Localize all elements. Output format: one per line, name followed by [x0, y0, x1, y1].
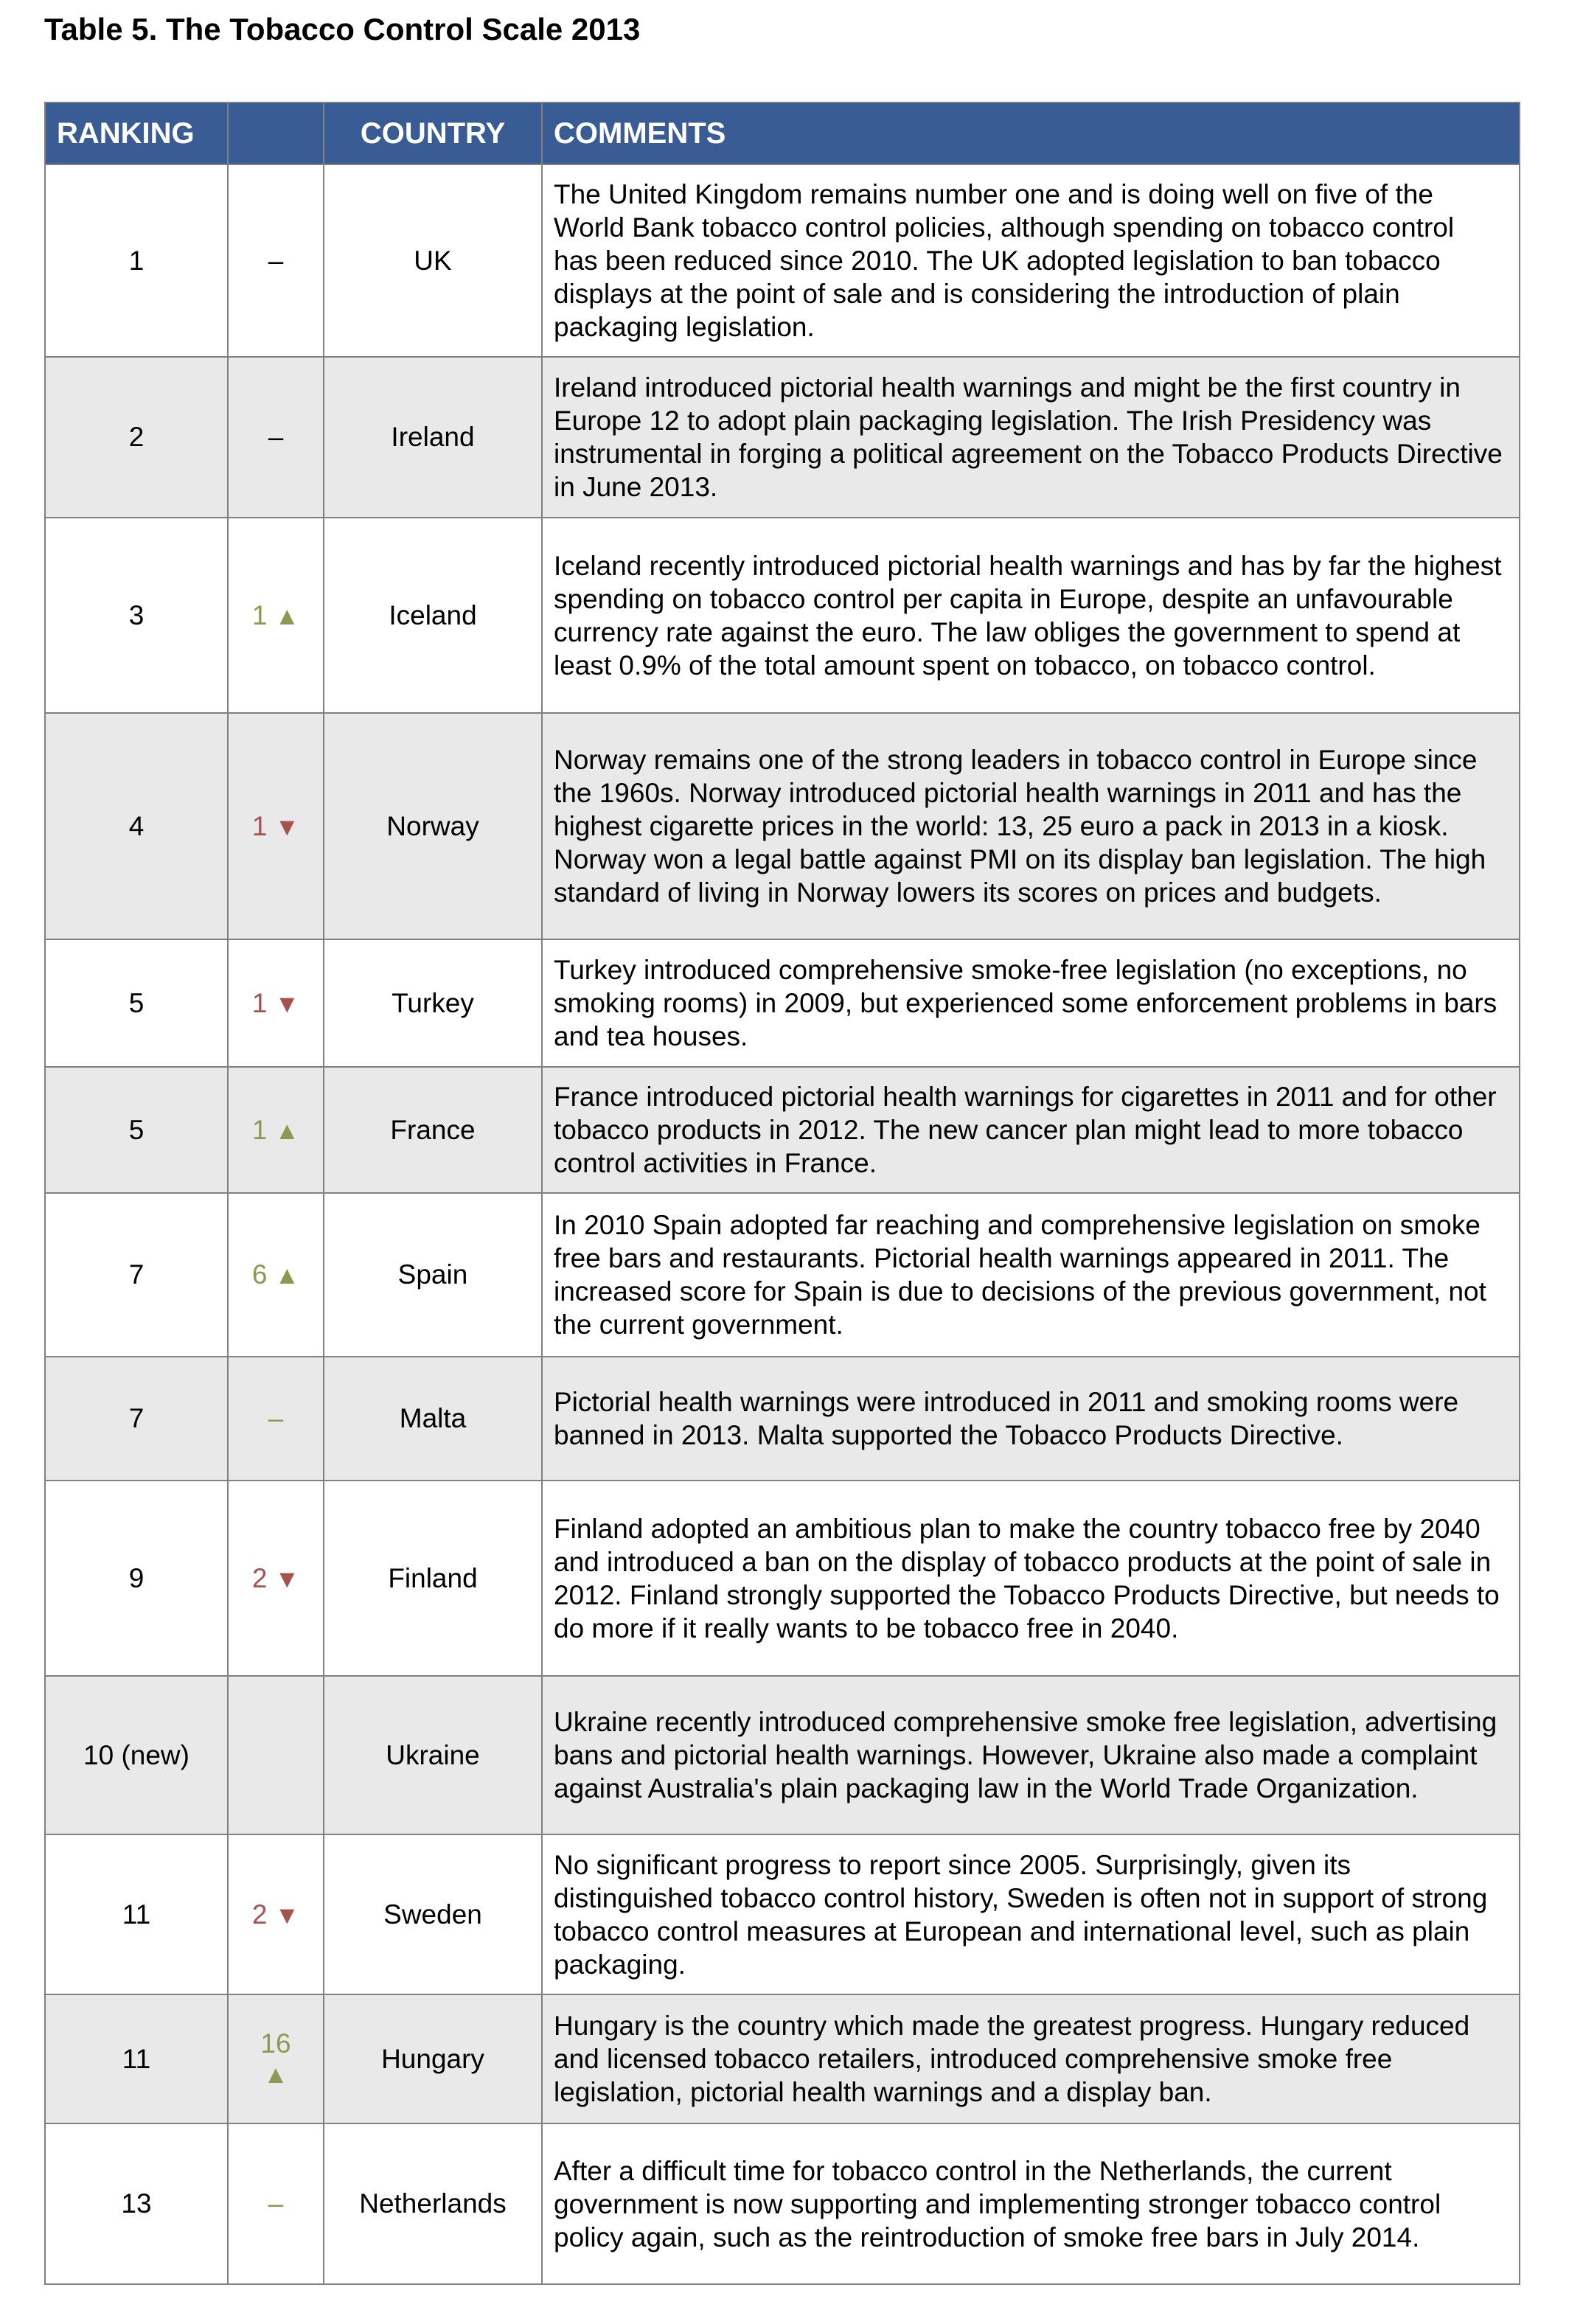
comments-cell: No significant progress to report since 2005. Surprisingly, given its distinguished tobacco control history, Sweden is often not in support of strong tobacco control measures at European and international level, such as plain packaging. [542, 1834, 1520, 1994]
change-value: 2 [251, 1899, 268, 1930]
change-cell [228, 1834, 324, 1994]
country-cell: France [324, 1067, 542, 1193]
country-cell: Malta [324, 1357, 542, 1481]
table-row [45, 1193, 1520, 1357]
table-header-row [45, 102, 1520, 164]
change-value: 1 [251, 1114, 268, 1145]
table-row [45, 1834, 1520, 1994]
arrow-up-icon: ▲ [274, 1262, 300, 1290]
arrow-down-icon: ▼ [274, 989, 300, 1018]
ranking-cell: 4 [45, 713, 228, 939]
change-cell [228, 713, 324, 939]
ranking-cell: 10 (new) [45, 1676, 228, 1834]
no-change-dash: – [268, 1403, 284, 1433]
table-row [45, 164, 1520, 357]
page-title: Table 5. The Tobacco Control Scale 2013 [44, 12, 641, 46]
no-change-dash: – [268, 245, 284, 276]
change-value: 6 [251, 1259, 268, 1290]
country-cell: Ukraine [324, 1676, 542, 1834]
tobacco-control-scale-table [44, 102, 1520, 2285]
country-cell: Hungary [324, 1994, 542, 2123]
arrow-up-icon: ▲ [263, 2060, 288, 2089]
country-cell: Netherlands [324, 2123, 542, 2284]
change-value: 1 [251, 987, 268, 1018]
country-cell: Iceland [324, 518, 542, 713]
comments-cell: Hungary is the country which made the greatest progress. Hungary reduced and licensed tobacco retailers, introduced comprehensive smoke free legislation, pictorial health warnings and a display ban. [542, 1994, 1520, 2123]
change-value: 2 [251, 1562, 268, 1593]
no-change-dash: – [268, 2188, 284, 2219]
country-cell: Spain [324, 1193, 542, 1357]
comments-cell: France introduced pictorial health warnings for cigarettes in 2011 and for other tobacco products in 2012. The new cancer plan might lead to more tobacco control activities in France. [542, 1067, 1520, 1193]
ranking-cell: 11 [45, 1994, 228, 2123]
ranking-cell: 9 [45, 1481, 228, 1676]
arrow-down-icon: ▼ [274, 813, 300, 841]
ranking-cell: 2 [45, 357, 228, 518]
change-value: 16 [260, 2028, 291, 2059]
arrow-up-icon: ▲ [274, 1116, 300, 1145]
comments-cell: In 2010 Spain adopted far reaching and comprehensive legislation on smoke free bars and restaurants. Pictorial health warnings appeared in 2011. The increased score for Spain is due to decisions of the previous government, not the current government. [542, 1193, 1520, 1357]
change-cell [228, 164, 324, 357]
change-cell [228, 2123, 324, 2284]
comments-cell: Turkey introduced comprehensive smoke-free legislation (no exceptions, no smoking rooms) in 2009, but experienced some enforcement problems in bars and tea houses. [542, 939, 1520, 1067]
comments-cell: After a difficult time for tobacco control in the Netherlands, the current government is now supporting and implementing stronger tobacco control policy again, such as the reintroduction of smoke free bars in July 2014. [542, 2123, 1520, 2284]
change-cell [228, 1193, 324, 1357]
change-value: 1 [251, 599, 268, 630]
change-cell [228, 1067, 324, 1193]
table-row [45, 1357, 1520, 1481]
ranking-cell: 3 [45, 518, 228, 713]
comments-cell: The United Kingdom remains number one and is doing well on five of the World Bank tobacco control policies, although spending on tobacco control has been reduced since 2010. The UK adopted legislation to ban tobacco displays at the point of sale and is considering the introduction of plain packaging legislation. [542, 164, 1520, 357]
ranking-cell: 5 [45, 1067, 228, 1193]
table-row [45, 713, 1520, 939]
comments-cell: Ireland introduced pictorial health warnings and might be the first country in Europe 12 to adopt plain packaging legislation. The Irish Presidency was instrumental in forging a political agreement on the Tobacco Products Directive in June 2013. [542, 357, 1520, 518]
table-row [45, 357, 1520, 518]
column-header-comments: COMMENTS [542, 102, 1520, 164]
change-cell [228, 518, 324, 713]
ranking-cell: 5 [45, 939, 228, 1067]
change-cell [228, 1481, 324, 1676]
comments-cell: Ukraine recently introduced comprehensive smoke free legislation, advertising bans and pictorial health warnings. However, Ukraine also made a complaint against Australia's plain packaging law in the World Trade Organization. [542, 1676, 1520, 1834]
table-row [45, 518, 1520, 713]
no-change-dash: – [268, 422, 284, 452]
ranking-cell: 13 [45, 2123, 228, 2284]
arrow-up-icon: ▲ [274, 602, 300, 630]
ranking-cell: 11 [45, 1834, 228, 1994]
country-cell: Turkey [324, 939, 542, 1067]
comments-cell: Norway remains one of the strong leaders in tobacco control in Europe since the 1960s. Norway introduced pictorial health warnings in 2011 and has the highest cigarette prices in the world: 13, 25 euro a pack in 2013 in a kiosk. Norway won a legal battle against PMI on its display ban legislation. The high standard of living in Norway lowers its scores on prices and budgets. [542, 713, 1520, 939]
arrow-down-icon: ▼ [274, 1565, 300, 1593]
comments-cell: Finland adopted an ambitious plan to make the country tobacco free by 2040 and introduced a ban on the display of tobacco products at the point of sale in 2012. Finland strongly supported the Tobacco Products Directive, but needs to do more if it really wants to be tobacco free in 2040. [542, 1481, 1520, 1676]
table-row [45, 1481, 1520, 1676]
change-cell [228, 1357, 324, 1481]
country-cell: Sweden [324, 1834, 542, 1994]
change-cell [228, 1676, 324, 1834]
change-cell [228, 939, 324, 1067]
table-row [45, 939, 1520, 1067]
change-cell [228, 357, 324, 518]
table-row [45, 1067, 1520, 1193]
table-row [45, 1994, 1520, 2123]
table-row [45, 2123, 1520, 2284]
change-value: 1 [251, 810, 268, 841]
ranking-cell: 7 [45, 1193, 228, 1357]
arrow-down-icon: ▼ [274, 1901, 300, 1930]
country-cell: Finland [324, 1481, 542, 1676]
column-header-country: COUNTRY [324, 102, 542, 164]
ranking-cell: 7 [45, 1357, 228, 1481]
country-cell: Norway [324, 713, 542, 939]
ranking-cell: 1 [45, 164, 228, 357]
country-cell: Ireland [324, 357, 542, 518]
comments-cell: Iceland recently introduced pictorial health warnings and has by far the highest spending on tobacco control per capita in Europe, despite an unfavourable currency rate against the euro. The law obliges the government to spend at least 0.9% of the total amount spent on tobacco, on tobacco control. [542, 518, 1520, 713]
table-body [45, 164, 1520, 2284]
column-header-change [228, 102, 324, 164]
change-cell [228, 1994, 324, 2123]
country-cell: UK [324, 164, 542, 357]
column-header-ranking: RANKING [45, 102, 228, 164]
comments-cell: Pictorial health warnings were introduced in 2011 and smoking rooms were banned in 2013. Malta supported the Tobacco Products Directive. [542, 1357, 1520, 1481]
table-row [45, 1676, 1520, 1834]
